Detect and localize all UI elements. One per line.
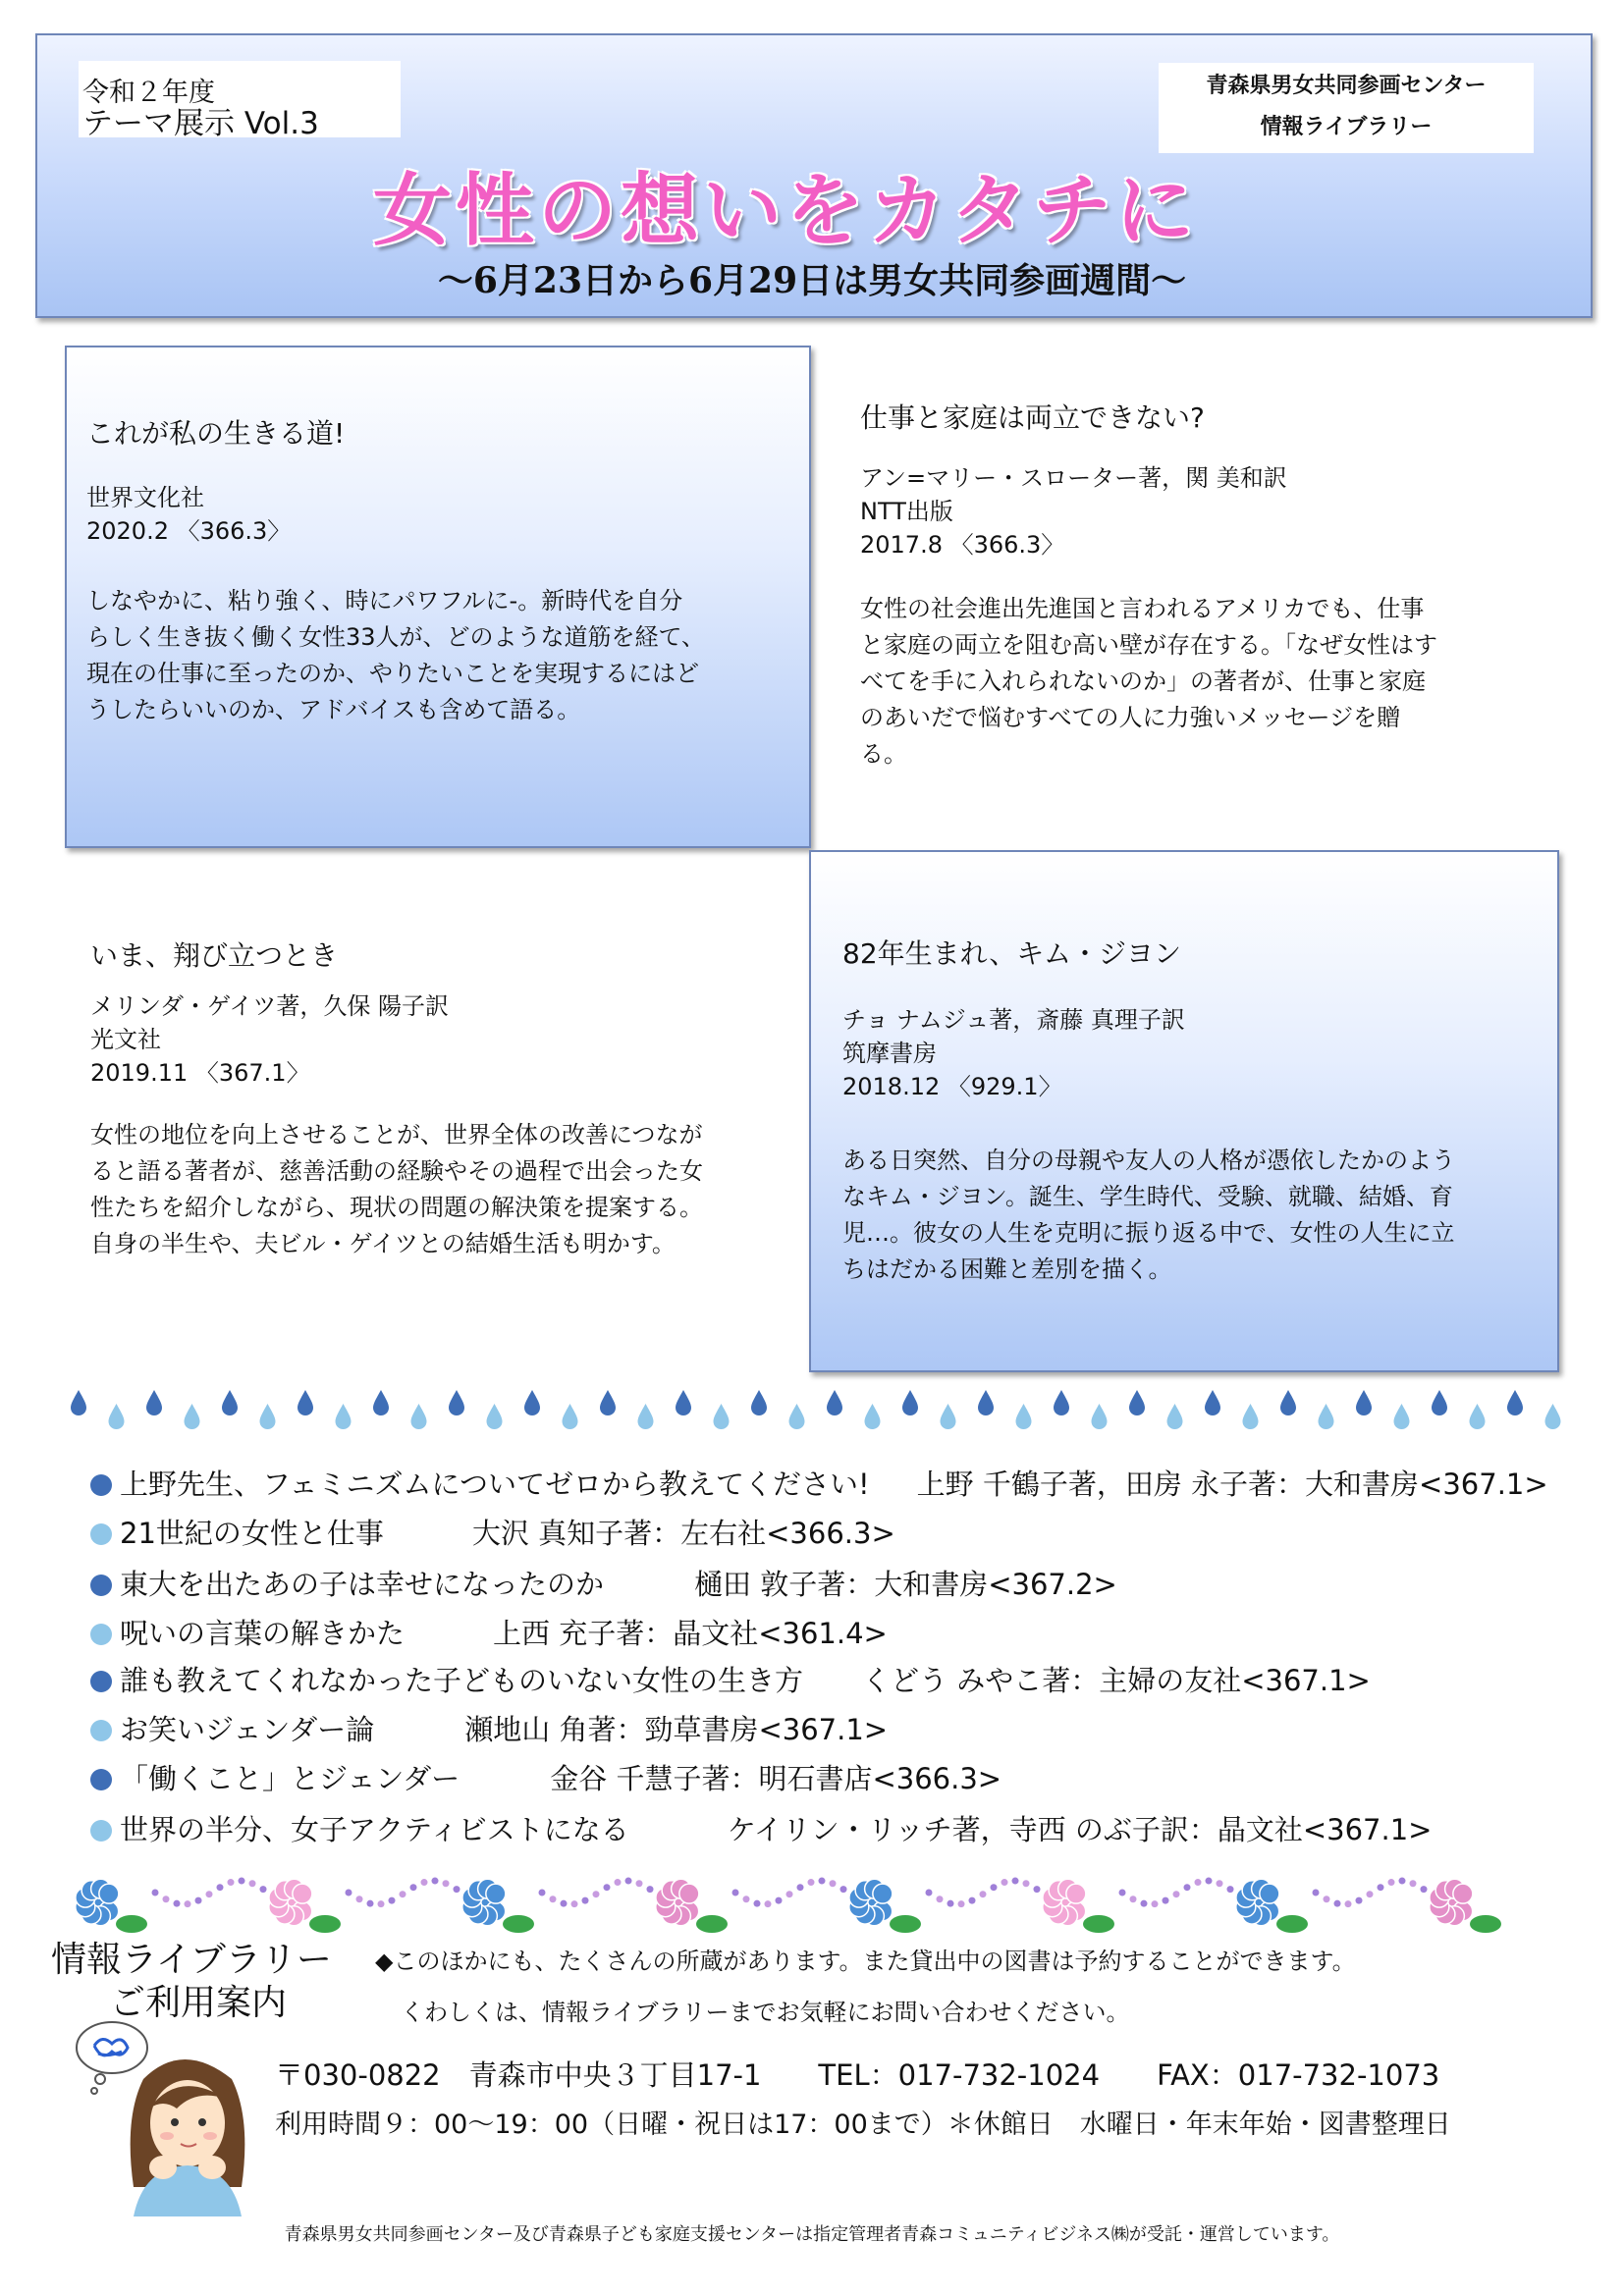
list-title: 21世紀の女性と仕事 [120,1517,384,1550]
garland-bead-icon [1141,1900,1148,1907]
raindrop-icon [1054,1390,1069,1415]
raindrop-icon [336,1404,352,1429]
garland-bead-icon [346,1890,352,1896]
garland-bead-icon [754,1900,761,1907]
garland-bead-icon [808,1879,815,1886]
garland-bead-icon [732,1890,739,1896]
raindrop-icon [1280,1390,1296,1415]
address-line: 〒030-0822 青森市中央３丁目17-1 TEL：017-732-1024 FAX：017-732-1073 [275,2058,1440,2092]
desc-line: る。 [860,740,907,768]
garland-bead-icon [185,1900,191,1907]
desc-line: 女性の社会進出先進国と言われるアメリカでも、仕事 [860,595,1425,622]
list-item [90,1612,888,1652]
list-info: 金谷 千慧子著：明石書店<366.3> [550,1762,1002,1795]
garland-bead-icon [1334,1900,1341,1907]
page-title: 女性の想いをカタチに [373,165,1198,256]
garland-bead-icon [765,1900,772,1907]
list-title: 「働くこと」とジェンダー [120,1762,460,1795]
hours-line: 利用時間９：00～19：00（日曜・祝日は17：00まで）＊休館日 水曜日・年末年始・図書整理日 [275,2109,1451,2140]
garland-bead-icon [786,1891,793,1897]
raindrop-icon [978,1390,994,1415]
raindrop-icon [600,1390,616,1415]
list-title: 上野先生、フェミニズムについてゼロから教えてください! [120,1468,870,1501]
garland-bead-icon [604,1884,611,1891]
raindrop-icon [71,1390,86,1415]
info-notice: ◆このほかにも、たくさんの所蔵があります。また貸出中の図書は予約することができます。 [375,1948,1356,1975]
list-info: 樋田 敦子著：大和書房<367.2> [694,1568,1117,1601]
list-item [90,1512,895,1552]
garland-bead-icon [776,1897,783,1904]
bullet-icon [90,1575,112,1596]
garland-bead-icon [1184,1884,1191,1891]
list-info: 大沢 真知子著：左右社<366.3> [471,1517,895,1550]
garland-bead-icon [1023,1880,1030,1887]
hydrangea-icon [1236,1879,1308,1933]
raindrop-icon [1092,1404,1108,1429]
hydrangea-icon [76,1879,147,1933]
raindrop-icon [1470,1404,1486,1429]
raindrop-icon [1394,1404,1410,1429]
garland-bead-icon [819,1878,826,1885]
raindrop-icon [1016,1404,1032,1429]
book-meta [86,481,291,548]
raindrop-icon [638,1404,654,1429]
bullet-icon [90,1474,112,1496]
raindrop-icon [146,1390,162,1415]
library-name: 情報ライブラリー [1260,115,1433,139]
list-info: 上野 千鶴子著，田房 永子著：大和書房<367.1> [916,1468,1548,1501]
raindrop-icon [941,1404,956,1429]
list-item [90,1757,1001,1797]
bullet-icon [90,1624,112,1645]
garland-bead-icon [1217,1880,1223,1887]
fiscal-year: 令和２年度 [82,78,215,108]
raindrop-icon [1319,1404,1334,1429]
desc-line: 児…。彼女の人生を克明に振り返る中で、女性の人生に立 [842,1219,1455,1247]
garland-bead-icon [217,1884,224,1891]
book-publisher: 世界文化社 [86,484,204,511]
bullet-icon [90,1720,112,1741]
info-subtitle: ご利用案内 [110,1983,288,2023]
garland-bead-icon [356,1896,363,1902]
book-title: これが私の生きる道! [86,417,346,450]
desc-line: べてを手に入れられないのか」の著者が、仕事と家庭 [860,667,1426,695]
desc-line: ちはだかる困難と差別を描く。 [842,1255,1172,1283]
hydrangea-icon [849,1879,921,1933]
book-description [90,1117,807,1262]
raindrop-icon [298,1390,313,1415]
garland-bead-icon [1227,1886,1234,1893]
garland-bead-icon [389,1897,396,1904]
garland-bead-icon [1356,1897,1363,1904]
garland-bead-icon [195,1897,202,1904]
garland-bead-icon [1399,1878,1406,1885]
raindrop-icon [524,1390,540,1415]
book-meta [842,1003,1185,1103]
list-title: 呪いの言葉の解きかた [120,1617,406,1650]
book-title: 仕事と家庭は両立できない? [860,401,1205,434]
garland-bead-icon [163,1896,170,1902]
desc-line: 性たちを紹介しながら、現状の問題の解決策を提案する。 [90,1194,703,1221]
garland-bead-icon [991,1884,998,1891]
desc-line: らしく生き抜く働く女性33人が、どのような道筋を経て、 [86,623,706,651]
garland-bead-icon [797,1884,804,1891]
desc-line: うしたらいいのか、アドバイスも含めて語る。 [86,696,581,723]
raindrop-icon [1356,1390,1372,1415]
garland-bead-icon [249,1880,256,1887]
raindrop-icon [109,1404,125,1429]
bullet-icon [90,1769,112,1790]
garland-bead-icon [1001,1879,1008,1886]
book-title: 82年生まれ、キム・ジヨン [842,937,1182,970]
raindrop-divider [61,1384,1573,1433]
raindrop-icon [865,1404,881,1429]
garland-bead-icon [743,1896,750,1902]
garland-bead-icon [593,1891,600,1897]
garland-bead-icon [937,1896,944,1902]
list-title: 東大を出たあの子は幸せになったのか [120,1568,605,1601]
desc-line: 女性の地位を向上させることが、世界全体の改善につなが [90,1121,703,1148]
raindrop-icon [1243,1404,1259,1429]
book-card-4 [809,850,1559,1372]
list-item [90,1808,1432,1848]
garland-bead-icon [1152,1900,1159,1907]
list-info: くどう みやこ著：主婦の友社<367.1> [862,1664,1371,1697]
garland-bead-icon [1206,1878,1213,1885]
garland-bead-icon [1130,1896,1137,1902]
desc-line: 自身の半生や、夫ビル・ゲイツとの結婚生活も明かす。 [90,1230,676,1257]
raindrop-icon [676,1390,691,1415]
garland-bead-icon [443,1880,450,1887]
garland-bead-icon [378,1900,385,1907]
book-publisher: 筑摩書房 [842,1040,937,1067]
garland-bead-icon [367,1900,374,1907]
book-meta [860,461,1287,561]
book-author: チョ ナムジュ著，斎藤 真理子訳 [842,1006,1185,1034]
hydrangea-icon [269,1879,341,1933]
raindrop-icon [1205,1390,1220,1415]
list-info: 上西 充子著：晶文社<361.4> [493,1617,888,1650]
list-info: 瀬地山 角著：勁草書房<367.1> [464,1713,889,1746]
desc-line: のあいだで悩むすべての人に力強いメッセージを贈 [860,704,1401,731]
book-date-class: 2018.12 〈929.1〉 [842,1073,1062,1100]
book-description [860,591,1567,773]
organization-name: 青森県男女共同参画センター [1206,74,1487,98]
book-author: アン=マリー・スローター著，関 美和訳 [860,464,1287,492]
list-title: 誰も教えてくれなかった子どものいない女性の生き方 [120,1664,804,1697]
garland-bead-icon [539,1890,546,1896]
footer-note: 青森県男女共同参画センター及び青森県子ども家庭支援センターは指定管理者青森コミュニティビジネス㈱が受託・運営しています。 [284,2224,1340,2245]
raindrop-icon [487,1404,503,1429]
garland-bead-icon [1313,1890,1320,1896]
book-description [86,583,793,728]
raindrop-icon [827,1390,842,1415]
garland-bead-icon [1410,1880,1417,1887]
raindrop-icon [411,1404,427,1429]
raindrop-icon [1545,1404,1561,1429]
desc-line: しなやかに、粘り強く、時にパワフルに-。新時代を自分 [86,587,683,614]
list-title: 世界の半分、女子アクティビストになる [120,1813,629,1846]
garland-bead-icon [1378,1884,1384,1891]
thinking-girl-icon [65,2020,291,2216]
raindrop-icon [1167,1404,1183,1429]
garland-bead-icon [1195,1879,1202,1886]
garland-bead-icon [421,1879,428,1886]
raindrop-icon [1507,1390,1523,1415]
garland-bead-icon [1324,1896,1330,1902]
book-title: いま、翔び立つとき [90,939,339,972]
garland-bead-icon [647,1886,654,1893]
info-contact: くわしくは、情報ライブラリーまでお気軽にお問い合わせください。 [401,1999,1130,2026]
garland-bead-icon [1388,1879,1395,1886]
garland-bead-icon [239,1878,245,1885]
desc-line: 現在の仕事に至ったのか、やりたいことを実現するにはど [86,660,699,687]
garland-bead-icon [1163,1897,1169,1904]
book-publisher: NTT出版 [860,498,953,525]
garland-bead-icon [454,1886,460,1893]
garland-bead-icon [1012,1878,1019,1885]
garland-bead-icon [958,1900,965,1907]
desc-line: と家庭の両立を阻む高い壁が存在する。「なぜ女性はす [860,631,1437,659]
raindrop-icon [1432,1390,1447,1415]
garland-bead-icon [410,1884,417,1891]
garland-bead-icon [571,1900,578,1907]
raindrop-icon [1129,1390,1145,1415]
garland-bead-icon [228,1879,235,1886]
garland-bead-icon [969,1897,976,1904]
raindrop-icon [902,1390,918,1415]
hydrangea-icon [656,1879,728,1933]
book-author: メリンダ・ゲイツ著，久保 陽子訳 [90,992,449,1020]
garland-bead-icon [980,1891,987,1897]
raindrop-icon [563,1404,578,1429]
list-item [90,1708,888,1748]
list-item [90,1563,1117,1603]
garland-bead-icon [840,1886,847,1893]
garland-bead-icon [561,1900,568,1907]
book-date-class: 2020.2 〈366.3〉 [86,517,292,545]
garland-bead-icon [582,1897,589,1904]
garland-bead-icon [1173,1891,1180,1897]
garland-bead-icon [1367,1891,1374,1897]
desc-line: なキム・ジヨン。誕生、学生時代、受験、就職、結婚、育 [842,1183,1453,1210]
book-description [842,1143,1540,1288]
series-label: テーマ展示 Vol.3 [82,106,319,141]
bullet-icon [90,1523,112,1545]
raindrop-icon [714,1404,730,1429]
garland-bead-icon [206,1891,213,1897]
hydrangea-icon [1430,1879,1501,1933]
raindrop-icon [185,1404,200,1429]
garland-bead-icon [1034,1886,1041,1893]
raindrop-icon [789,1404,805,1429]
garland-bead-icon [550,1896,557,1902]
book-date-class: 2019.11 〈367.1〉 [90,1059,310,1087]
garland-bead-icon [1119,1890,1126,1896]
garland-bead-icon [1421,1886,1428,1893]
garland-bead-icon [432,1878,439,1885]
garland-bead-icon [926,1890,933,1896]
garland-bead-icon [830,1880,837,1887]
hydrangea-icon [462,1879,534,1933]
book-meta [90,989,449,1090]
raindrop-icon [751,1390,767,1415]
desc-line: ある日突然、自分の母親や友人の人格が憑依したかのよう [842,1147,1455,1174]
bullet-icon [90,1820,112,1842]
garland-bead-icon [400,1891,406,1897]
raindrop-icon [449,1390,464,1415]
raindrop-icon [260,1404,276,1429]
book-date-class: 2017.8 〈366.3〉 [860,531,1065,559]
garland-bead-icon [1345,1900,1352,1907]
garland-bead-icon [636,1880,643,1887]
page-subtitle: ～6月23日から6月29日は男女共同参画週間～ [437,260,1187,301]
garland-bead-icon [615,1879,622,1886]
list-info: ケイリン・リッチ著，寺西 のぶ子訳：晶文社<367.1> [727,1813,1433,1846]
garland-bead-icon [152,1890,159,1896]
raindrop-icon [222,1390,238,1415]
raindrop-icon [373,1390,389,1415]
bullet-icon [90,1671,112,1692]
hydrangea-icon [1043,1879,1114,1933]
garland-bead-icon [625,1878,632,1885]
garland-bead-icon [174,1900,181,1907]
book-publisher: 光文社 [90,1026,161,1053]
garland-bead-icon [947,1900,954,1907]
info-title: 情報ライブラリー [51,1940,332,1980]
list-item [90,1463,1548,1503]
garland-bead-icon [260,1886,267,1893]
list-item [90,1659,1371,1699]
desc-line: ると語る著者が、慈善活動の経験やその過程で出会った女 [90,1157,703,1185]
list-title: お笑いジェンダー論 [120,1713,375,1746]
